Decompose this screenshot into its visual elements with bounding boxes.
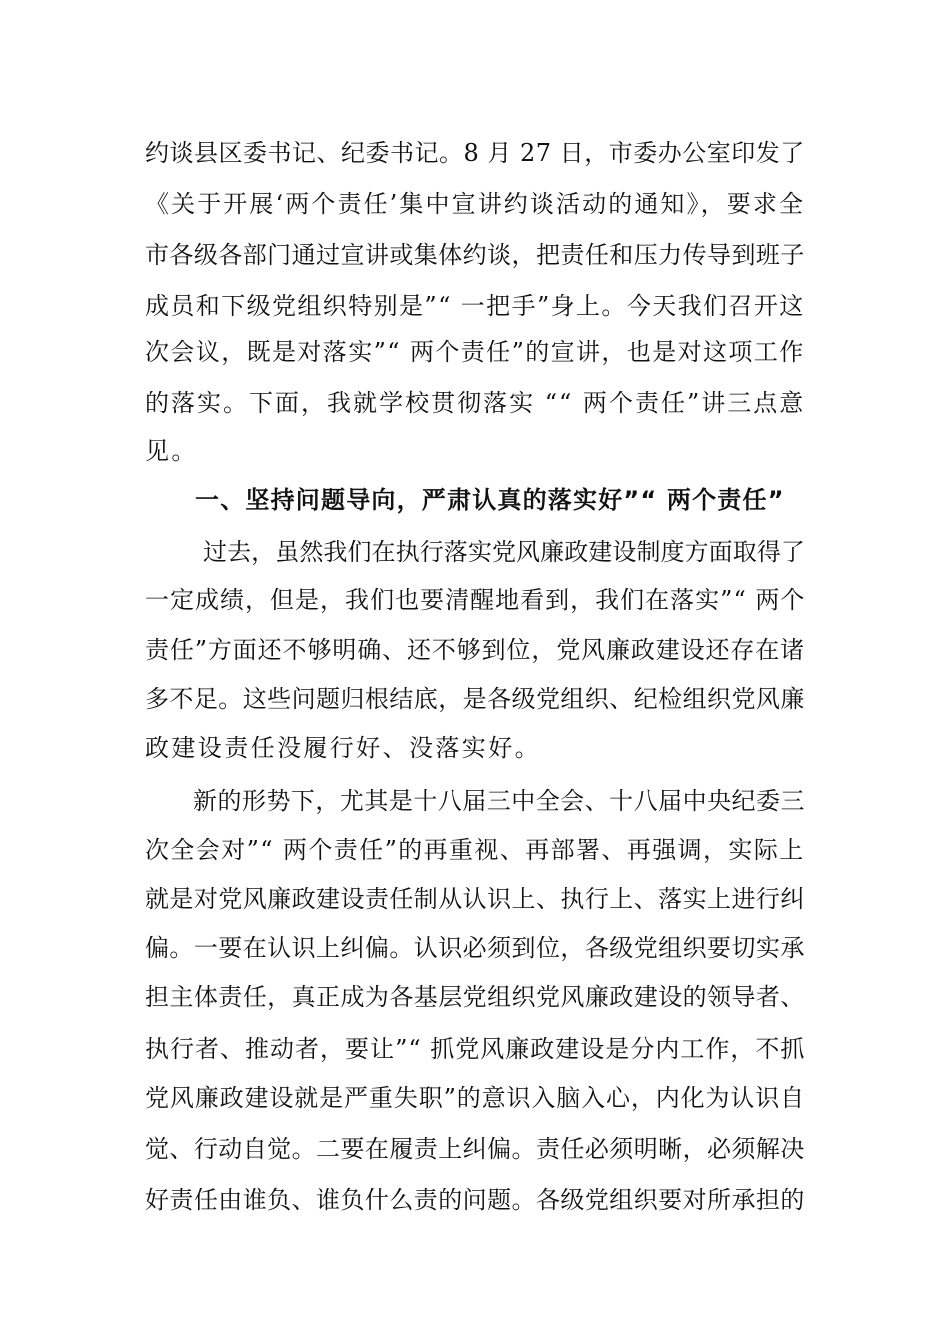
text-line: 觉、行动自觉。二要在履责上纠偏。责任必须明晰，必须解决 (145, 1135, 805, 1163)
text-line: 次会议，既是对落实”“ 两个责任”的宣讲，也是对这项工作 (145, 338, 805, 366)
text-line: 见。 (145, 437, 198, 465)
text-line: 一定成绩，但是，我们也要清醒地看到，我们在落实”“ 两个 (145, 586, 806, 614)
text-line: 好责任由谁负、谁负什么责的问题。各级党组织要对所承担的 (145, 1186, 805, 1214)
text-line: 党风廉政建设就是严重失职”的意识入脑入心，内化为认识自 (145, 1084, 806, 1112)
text-line: 执行者、推动者，要让”“ 抓党风廉政建设是分内工作，不抓 (145, 1035, 806, 1063)
text-line: 政建设责任没履行好、没落实好。 (145, 734, 541, 762)
text-line: 过去，虽然我们在执行落实党风廉政建设制度方面取得了 (203, 538, 805, 566)
text-line: 成员和下级党组织特别是”“ 一把手”身上。今天我们召开这 (145, 292, 805, 320)
text-line: 《关于开展‘两个责任’集中宣讲约谈活动的通知》，要求全 (145, 190, 806, 218)
text-line: 新的形势下，尤其是十八届三中全会、十八届中央纪委三 (193, 787, 805, 815)
text-line: 市各级各部门通过宣讲或集体约谈，把责任和压力传导到班子 (145, 241, 805, 269)
text-line: 次全会对”“ 两个责任”的再重视、再部署、再强调，实际上 (145, 836, 805, 864)
text-line: 多不足。这些问题归根结底，是各级党组织、纪检组织党风廉 (145, 685, 805, 713)
text-line: 约谈县区委书记、纪委书记。8 月 27 日，市委办公室印发了 (145, 139, 805, 167)
section-heading: 一、坚持问题导向，严肃认真的落实好”“ 两个责任” (195, 486, 785, 514)
text-line: 就是对党风廉政建设责任制从认识上、执行上、落实上进行纠 (145, 885, 805, 913)
text-line: 担主体责任，真正成为各基层党组织党风廉政建设的领导者、 (145, 983, 805, 1011)
text-line: 偏。一要在认识上纠偏。认识必须到位，各级党组织要切实承 (145, 934, 805, 962)
text-line: 的落实。下面，我就学校贯彻落实 ““ 两个责任”讲三点意 (145, 389, 806, 417)
text-line: 责任”方面还不够明确、还不够到位，党风廉政建设还存在诸 (145, 636, 806, 664)
